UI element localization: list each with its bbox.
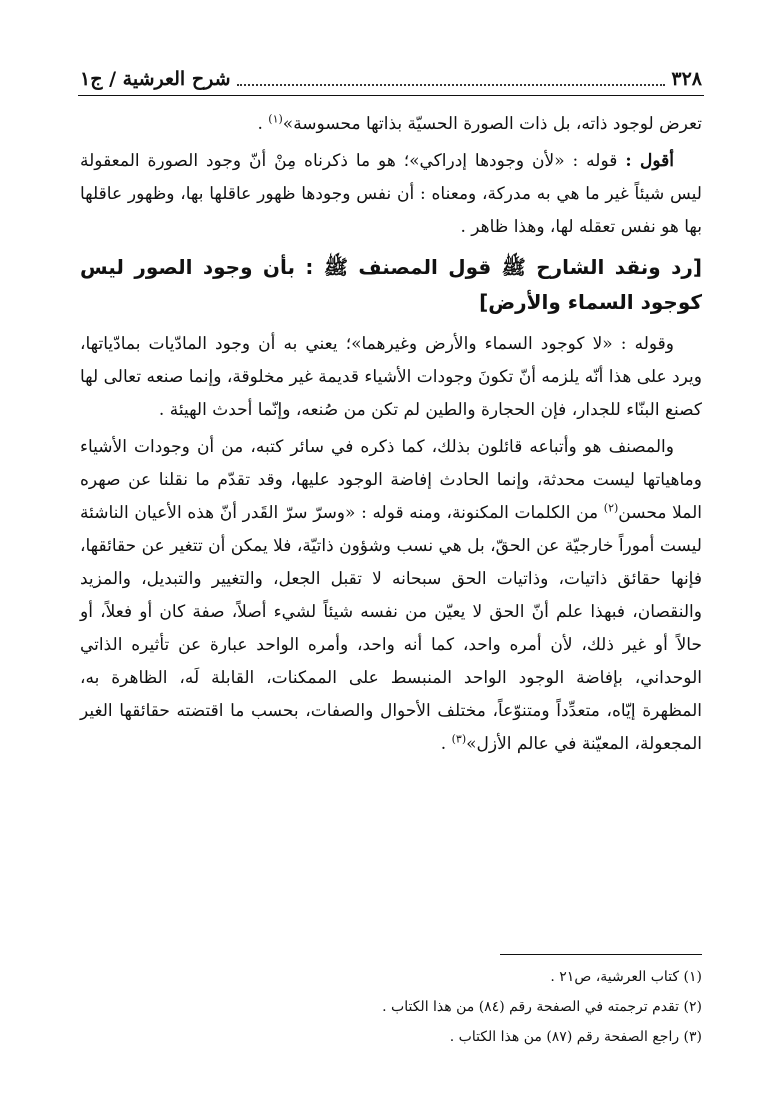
footnote-ref-1: (١) (268, 112, 283, 126)
page-number: ٣٢٨ (671, 68, 702, 90)
running-header (80, 66, 702, 92)
paragraph-4-text-b: من الكلمات المكنونة، ومنه قوله : «وسرّ سرّ القَدر أنّ هذه الأعيان الناشئة ليست أموراً خارجيّة عن الحقّ، بل هي نسب وشؤون ذاتيّة، فلا يمكن أن تتغير عن حقائقها، فإنها حقائق ذاتيات، وذاتيات الحق سبحانه لا تقبل الجعل، والتغيير والتبديل، والمزيد والنقصان، فبهذا علم أنّ الحق لا يعيّن من نفسه شيئاً لشيء أصلاً، صفة كان أو فعلاً، أو حالاً أو غير ذلك، لأن أمره واحد، كما أنه واحد، وأمره الواحد عبارة عن تأثيره الذاتي الوحداني، بإفاضة الوجود الواحد المنبسط على الممكنات، القابلة لَه، الظاهرة به، المظهرة إيّاه، متعدِّداً ومتنوّعاً، مختلف الأحوال والصفات، بحسب ما اقتضته حقائقها الغير المجعولة، المعيّنة في عالم الأزل» (80, 503, 702, 754)
paragraph-2-text: قوله : «لأن وجودها إدراكي»؛ هو ما ذكرناه مِنْ أنّ وجود الصورة المعقولة ليس شيئاً غير ما هي به مدركة، ومعناه : أن نفس وجودها ظهور عاقلها بها، وظهور عاقلها بها هو نفس تعقله لها، وهذا ظاهر . (80, 151, 702, 237)
paragraph-1-end: . (257, 114, 269, 134)
section-heading: [رد ونقد الشارح ﷺ قول المصنف ﷺ : بأن وجود الصور ليس كوجود السماء والأرض] (80, 255, 702, 314)
header-dot-leader (237, 72, 666, 86)
header-rule (78, 95, 704, 96)
paragraph-4-end: . (440, 734, 452, 754)
paragraph-4-text-a: والمصنف هو وأتباعه قائلون بذلك، كما ذكره في سائر كتبه، من أن وجودات الأشياء وماهياتها ليست محدثة، وإنما الحادث إفاضة الوجود عليها، وقد تقدّم ما نقلنا عن صهره الملا محسن (80, 437, 703, 523)
paragraph-4 (80, 431, 702, 761)
footnote-1: (١) كتاب العرشية، ص٢١ . (550, 969, 702, 985)
paragraph-2 (80, 145, 702, 244)
paragraph-1-text: تعرض لوجود ذاته، بل ذات الصورة الحسيّة بذاتها محسوسة» (282, 114, 702, 134)
book-title: شرح العرشية / ج١ (80, 68, 231, 90)
footnote-2: (٢) تقدم ترجمته في الصفحة رقم (٨٤) من هذا الكتاب . (382, 999, 702, 1015)
paragraph-3: وقوله : «لا كوجود السماء والأرض وغيرهما»؛ يعني به أن وجود المادّيات بمادّياتها، ويرد على هذا أنّه يلزمه أنّ تكونَ وجودات الأشياء قديمة غير مخلوقة، وإنما صنعه تعالى لها كصنع البنّاء للجدار، فإن الحجارة والطين لم تكن من صُنعه، وإنّما أحدث الهيئة . (80, 334, 702, 420)
footnote-separator (500, 954, 702, 955)
paragraph-2-lead: أقول : (625, 151, 675, 171)
footnote-ref-2: (٢) (603, 501, 619, 515)
paragraph-1 (80, 108, 702, 141)
page-body (80, 108, 702, 765)
footnote-ref-3: (٣) (451, 732, 467, 746)
footnote-3: (٣) راجع الصفحة رقم (٨٧) من هذا الكتاب . (449, 1029, 702, 1045)
footnotes (302, 962, 702, 1052)
